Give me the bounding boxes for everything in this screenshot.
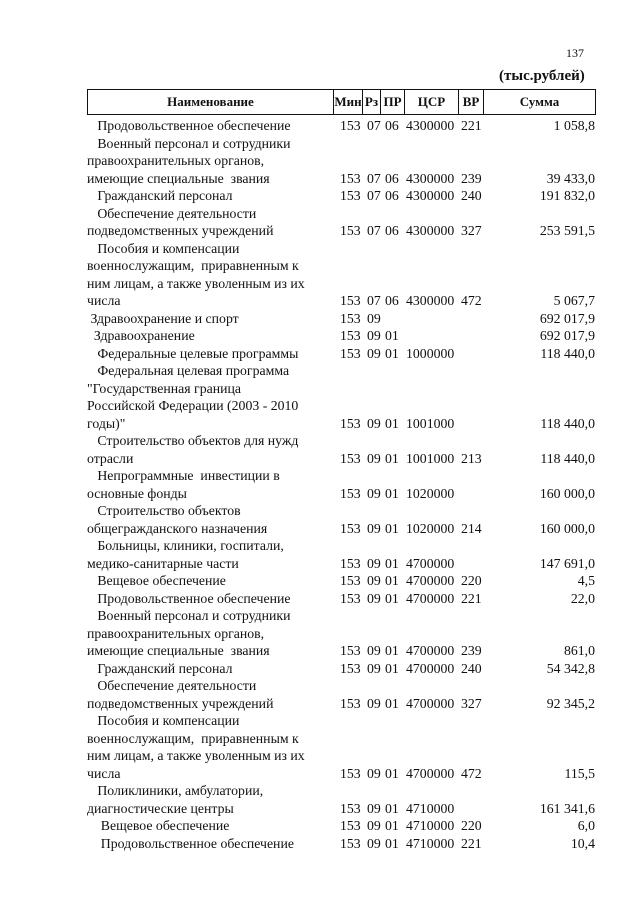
row-pr: 01 (385, 800, 399, 816)
row-name-line: Продовольственное обеспечение (87, 590, 291, 606)
row-sum: 118 440,0 (540, 415, 595, 431)
row-csr: 4700000 (406, 695, 455, 711)
row-min: 153 (340, 223, 361, 238)
row-name-line: ним лицам, а также уволенным из их (87, 748, 305, 763)
row-sum: 118 440,0 (540, 450, 595, 466)
row-min: 153 (340, 695, 361, 711)
table-row (0, 187, 640, 205)
row-name-line: Пособия и компенсации (87, 713, 240, 728)
row-pr: 06 (385, 293, 399, 308)
row-sum: 692 017,9 (539, 328, 595, 343)
header-vr: ВР (459, 90, 484, 114)
row-pr: 06 (385, 188, 399, 203)
row-min: 153 (340, 555, 361, 571)
row-name-line: правоохранительных органов, (87, 625, 265, 641)
row-name (87, 205, 339, 240)
row-pr: 01 (385, 573, 399, 588)
row-rz: 09 (367, 643, 381, 658)
row-name-line: Гражданский персонал (87, 188, 233, 203)
row-vr: 472 (461, 293, 482, 308)
row-rz: 09 (367, 450, 381, 466)
row-name (87, 590, 339, 608)
row-name (87, 712, 339, 782)
row-vr: 214 (461, 520, 482, 536)
row-name-line: Больницы, клиники, госпитали, (87, 538, 284, 553)
row-name-line: Военный персонал и сотрудники (87, 135, 291, 151)
row-csr: 1000000 (406, 345, 455, 361)
row-name-line: Пособия и компенсации (87, 240, 240, 256)
row-vr: 213 (461, 450, 482, 466)
header-name: Наименование (88, 90, 334, 114)
row-name (87, 817, 339, 835)
row-csr: 4700000 (406, 555, 455, 571)
row-name-line: Обеспечение деятельности (87, 205, 257, 221)
row-sum: 253 591,5 (539, 223, 595, 238)
table-row (0, 502, 640, 537)
table-row (0, 205, 640, 240)
row-vr: 239 (461, 170, 482, 186)
row-name-line: Поликлиники, амбулатории, (87, 783, 264, 798)
table-row (0, 817, 640, 835)
table-row (0, 327, 640, 345)
row-min: 153 (340, 118, 361, 133)
row-csr: 4300000 (406, 188, 455, 203)
row-sum: 54 342,8 (546, 660, 595, 676)
row-sum: 160 000,0 (539, 520, 595, 536)
row-name (87, 362, 339, 432)
row-csr: 1001000 (406, 450, 455, 466)
row-sum: 1 058,8 (553, 118, 595, 133)
row-pr: 06 (385, 118, 399, 133)
units-label: (тыс.рублей) (499, 68, 585, 84)
row-pr: 01 (385, 590, 399, 606)
table-row (0, 572, 640, 590)
row-csr: 1020000 (406, 520, 455, 536)
row-name (87, 135, 339, 188)
row-rz: 07 (367, 223, 381, 238)
row-min: 153 (340, 573, 361, 588)
row-csr: 4700000 (406, 573, 455, 588)
row-name-line: числа (87, 293, 121, 308)
row-rz: 09 (367, 818, 381, 833)
row-name (87, 782, 339, 817)
table-row (0, 712, 640, 782)
row-pr: 01 (385, 818, 399, 833)
row-name-line: основные фонды (87, 485, 187, 501)
row-sum: 861,0 (563, 643, 595, 658)
row-sum: 115,5 (564, 765, 595, 781)
row-vr: 240 (461, 660, 482, 676)
header-csr: ЦСР (405, 90, 459, 114)
row-csr: 1020000 (406, 485, 455, 501)
row-csr: 4700000 (406, 660, 455, 676)
row-sum: 191 832,0 (539, 188, 595, 203)
row-rz: 09 (367, 415, 381, 431)
table-row (0, 135, 640, 188)
table-row (0, 537, 640, 572)
row-name (87, 310, 339, 328)
row-name-line: имеющие специальные звания (87, 170, 270, 186)
row-rz: 09 (367, 765, 381, 781)
table-row (0, 835, 640, 853)
row-rz: 09 (367, 800, 381, 816)
row-csr: 4300000 (406, 293, 455, 308)
row-vr: 472 (461, 765, 482, 781)
table-row (0, 782, 640, 817)
row-min: 153 (340, 310, 361, 326)
row-rz: 09 (367, 835, 381, 851)
row-name (87, 502, 339, 537)
table-row (0, 677, 640, 712)
row-min: 153 (340, 800, 361, 816)
header-min: Мин (334, 90, 363, 114)
row-csr: 1001000 (406, 415, 455, 431)
row-rz: 09 (367, 695, 381, 711)
row-name-line: Продовольственное обеспечение (87, 118, 291, 133)
row-name-line: Здравоохранение и спорт (87, 310, 239, 326)
row-pr: 01 (385, 765, 399, 781)
row-name-line: Обеспечение деятельности (87, 678, 257, 693)
row-name-line: подведомственных учреждений (87, 223, 274, 238)
row-name (87, 572, 339, 590)
row-name-line: отрасли (87, 450, 134, 466)
row-pr: 06 (385, 223, 399, 238)
row-csr: 4710000 (406, 818, 455, 833)
row-csr: 4300000 (406, 118, 455, 133)
row-sum: 160 000,0 (539, 485, 595, 501)
row-name (87, 117, 339, 135)
row-pr: 06 (385, 170, 399, 186)
row-vr: 327 (461, 223, 482, 238)
row-rz: 09 (367, 573, 381, 588)
row-min: 153 (340, 293, 361, 308)
row-name (87, 537, 339, 572)
row-vr: 221 (461, 118, 482, 133)
table-row (0, 310, 640, 328)
row-vr: 221 (461, 835, 482, 851)
row-sum: 161 341,6 (539, 800, 595, 816)
row-min: 153 (340, 188, 361, 203)
row-name-line: Строительство объектов для нужд (87, 433, 299, 448)
row-vr: 239 (461, 643, 482, 658)
row-min: 153 (340, 590, 361, 606)
row-pr: 01 (385, 835, 399, 851)
row-vr: 327 (461, 695, 482, 711)
row-rz: 09 (367, 590, 381, 606)
row-pr: 01 (385, 660, 399, 676)
row-name (87, 660, 339, 678)
row-min: 153 (340, 765, 361, 781)
row-pr: 01 (385, 643, 399, 658)
row-sum: 147 691,0 (539, 555, 595, 571)
table-row (0, 345, 640, 363)
row-name (87, 835, 339, 853)
row-min: 153 (340, 415, 361, 431)
row-min: 153 (340, 345, 361, 361)
row-sum: 39 433,0 (546, 170, 595, 186)
row-pr: 01 (385, 450, 399, 466)
table-row (0, 117, 640, 135)
header-rz: Рз (363, 90, 381, 114)
row-vr: 240 (461, 188, 482, 203)
row-name-line: числа (87, 765, 121, 781)
row-name-line: правоохранительных органов, (87, 153, 265, 168)
row-rz: 07 (367, 118, 381, 133)
row-name-line: Здравоохранение (87, 328, 195, 343)
row-pr: 01 (385, 555, 399, 571)
table-row (0, 432, 640, 467)
table-row (0, 590, 640, 608)
row-min: 153 (340, 170, 361, 186)
row-name-line: Гражданский персонал (87, 660, 233, 676)
row-name (87, 607, 339, 660)
row-name-line: диагностические центры (87, 800, 234, 816)
row-rz: 07 (367, 293, 381, 308)
row-rz: 09 (367, 328, 381, 343)
row-name-line: ним лицам, а также уволенным из их (87, 275, 305, 291)
row-vr: 221 (461, 590, 482, 606)
row-name-line: Федеральные целевые программы (87, 345, 299, 361)
row-name (87, 677, 339, 712)
row-name-line: общегражданского назначения (87, 520, 268, 536)
table-row (0, 362, 640, 432)
row-name-line: Непрограммные инвестиции в (87, 468, 280, 483)
row-rz: 09 (367, 485, 381, 501)
row-name-line: военнослужащим, приравненным к (87, 258, 299, 273)
row-vr: 220 (461, 818, 482, 833)
row-name (87, 240, 339, 310)
row-pr: 01 (385, 695, 399, 711)
row-sum: 6,0 (577, 818, 595, 833)
row-rz: 09 (367, 555, 381, 571)
table-row (0, 660, 640, 678)
table-row (0, 240, 640, 310)
row-min: 153 (340, 643, 361, 658)
row-vr: 220 (461, 573, 482, 588)
row-rz: 09 (367, 660, 381, 676)
row-csr: 4700000 (406, 590, 455, 606)
row-min: 153 (340, 818, 361, 833)
row-rz: 07 (367, 188, 381, 203)
row-rz: 07 (367, 170, 381, 186)
row-pr: 01 (385, 328, 399, 343)
row-name (87, 467, 339, 502)
row-name-line: подведомственных учреждений (87, 695, 274, 711)
header-sum: Сумма (519, 94, 560, 109)
row-rz: 09 (367, 345, 381, 361)
row-sum: 692 017,9 (539, 310, 595, 326)
row-sum: 10,4 (570, 835, 595, 851)
row-min: 153 (340, 835, 361, 851)
row-name-line: Вещевое обеспечение (87, 573, 226, 588)
table-row (0, 607, 640, 660)
table-header (87, 89, 596, 115)
row-pr: 01 (385, 415, 399, 431)
row-rz: 09 (367, 520, 381, 536)
row-name (87, 187, 339, 205)
row-csr: 4710000 (406, 835, 455, 851)
row-sum: 5 067,7 (553, 293, 595, 308)
row-name-line: Вещевое обеспечение (87, 818, 230, 833)
row-sum: 22,0 (570, 590, 595, 606)
row-min: 153 (340, 520, 361, 536)
row-csr: 4300000 (406, 170, 455, 186)
row-pr: 01 (385, 485, 399, 501)
row-min: 153 (340, 328, 361, 343)
row-sum: 4,5 (577, 573, 595, 588)
row-csr: 4700000 (406, 643, 455, 658)
row-name-line: имеющие специальные звания (87, 643, 270, 658)
row-name-line: Продовольственное обеспечение (87, 835, 294, 851)
row-csr: 4300000 (406, 223, 455, 238)
table-body (0, 117, 640, 852)
row-name-line: "Государственная граница (87, 380, 242, 396)
row-sum: 118 440,0 (540, 345, 595, 361)
row-name-line: медико-санитарные части (87, 555, 239, 571)
row-name (87, 432, 339, 467)
header-pr: ПР (381, 90, 405, 114)
row-csr: 4710000 (406, 800, 455, 816)
row-pr: 01 (385, 520, 399, 536)
row-rz: 09 (367, 310, 381, 326)
row-name (87, 327, 339, 345)
row-name-line: Строительство объектов (87, 503, 241, 518)
row-min: 153 (340, 485, 361, 501)
page-number: 137 (566, 46, 584, 60)
row-name (87, 345, 339, 363)
row-name-line: Российской Федерации (2003 - 2010 (87, 398, 299, 413)
row-pr: 01 (385, 345, 399, 361)
row-name-line: Федеральная целевая программа (87, 363, 290, 378)
row-sum: 92 345,2 (546, 695, 595, 711)
row-name-line: военнослужащим, приравненным к (87, 730, 299, 746)
row-min: 153 (340, 660, 361, 676)
row-min: 153 (340, 450, 361, 466)
row-name-line: Военный персонал и сотрудники (87, 608, 291, 623)
table-row (0, 467, 640, 502)
row-name-line: годы)" (87, 415, 126, 431)
row-csr: 4700000 (406, 765, 455, 781)
